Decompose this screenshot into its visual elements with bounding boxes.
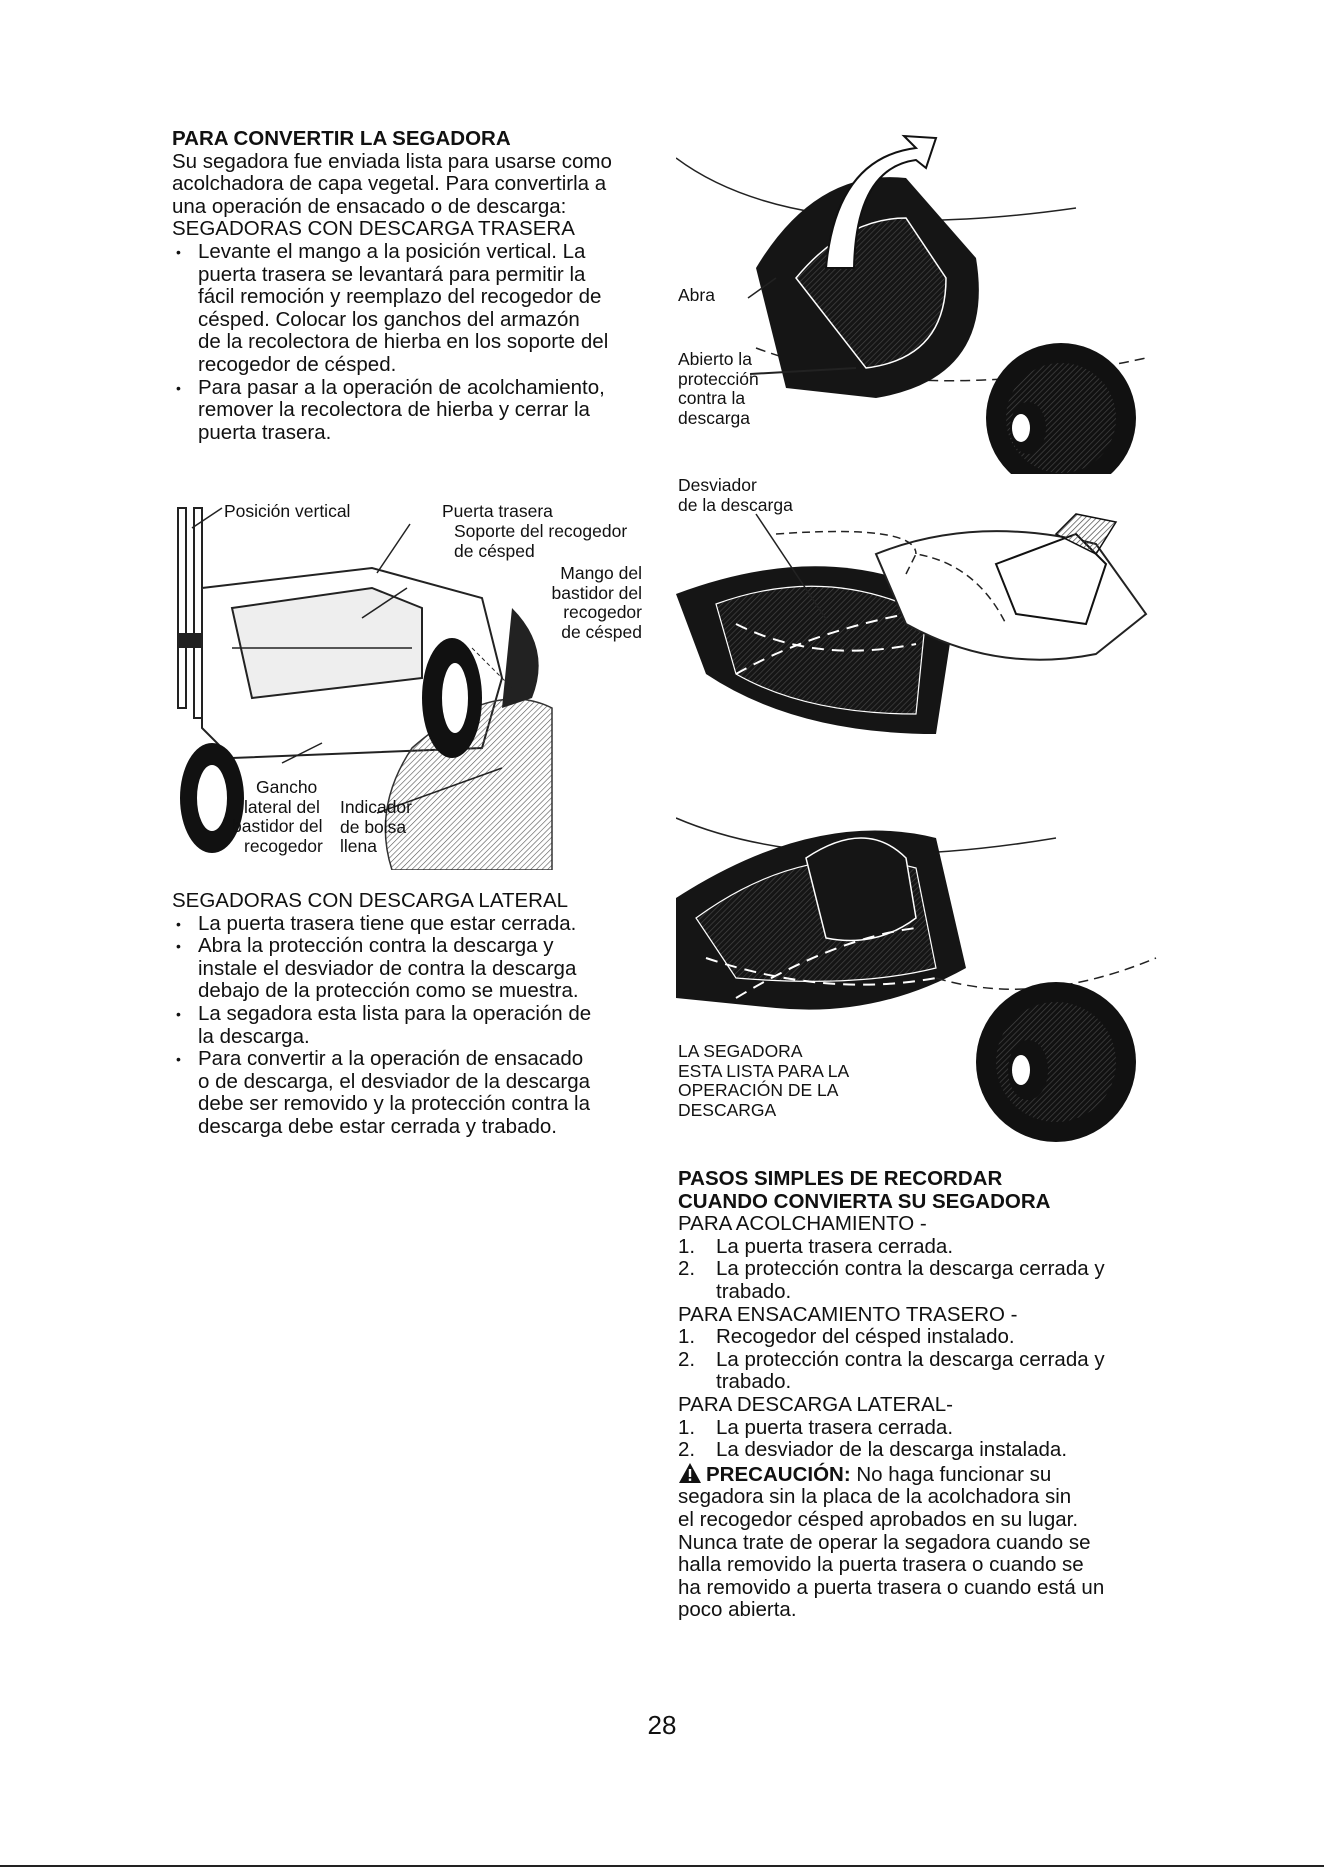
open-guard-illustration [676,128,1160,474]
caution-paragraph: PRECAUCIÓN: No haga funcionar su segadora sin la placa de la acolchadora sin el recogedor césped aprobados en su lugar. Nunca trate de operar la segadora cuando se halla removido la puerta trasera o cuando se ha removido a puerta trasera o cuando está un poco abierta. [678,1462,1105,1622]
side-discharge-section [172,890,672,1139]
simple-steps-heading: PASOS SIMPLES DE RECORDAR CUANDO CONVIERTA SU SEGADORA [678,1167,1051,1213]
list-item: 2. La desviador de la descarga instalada. [678,1438,1068,1462]
bottom-rule [0,1865,1324,1867]
left-column [172,128,662,444]
side-discharge-steps-heading: PARA DESCARGA LATERAL- [678,1392,953,1416]
label-vertical-position: Posición vertical [224,501,351,521]
side-discharge-ready-illustration [676,778,1160,1158]
rear-bag-steps [678,1326,1198,1394]
list-item: 1. Recogedor del césped instalado. [678,1325,1015,1349]
rear-discharge-list [172,241,662,444]
label-rear-door: Puerta trasera [442,501,553,521]
list-item: • Levante el mango a la posición vertical. La puerta trasera se levantará para permitir la fácil remoción y reemplazo del recogedor de césped. Colocar los ganchos del armazón de la recolectora de hierba en los soporte del recogedor de césped. [172,241,662,377]
convert-heading: PARA CONVERTIR LA SEGADORA [172,127,511,150]
rear-bagger-illustration [172,498,652,870]
warning-icon [678,1462,702,1484]
side-discharge-heading: SEGADORAS CON DESCARGA LATERAL [172,889,569,912]
label-discharge-deflector: Desviador de la descarga [678,475,793,515]
deflector-drawing [676,474,1160,764]
list-item: 2. La protección contra la descarga cerrada y trabado. [678,1347,1105,1394]
right-column [678,1168,1198,1622]
label-open: Abra [678,285,715,305]
intro-paragraph: Su segadora fue enviada lista para usarse como acolchadora de capa vegetal. Para convertirla a una operación de ensacado o de descarga: [172,149,612,218]
list-item: 2. La protección contra la descarga cerrada y trabado. [678,1257,1105,1303]
label-open-guard: Abierto la protección contra la descarga [678,349,759,428]
mulch-heading: PARA ACOLCHAMIENTO - [678,1212,927,1236]
label-full-bag-indicator: Indicador de bolsa llena [340,797,412,856]
caution-label: PRECAUCIÓN: [706,1462,851,1486]
list-item: • Para convertir a la operación de ensacado o de descarga, el desviador de la descarga debe ser removido y la protección contra la descarga debe estar cerrada y trabado. [172,1048,672,1138]
label-bag-frame-handle: Mango del bastidor del recogedor de césped [551,563,642,642]
label-side-hook: Gancho lateral del bastidor del recogedor [232,777,323,856]
side-discharge-steps [678,1417,1198,1462]
label-ready-for-discharge: LA SEGADORA ESTA LISTA PARA LA OPERACIÓN DE LA DESCARGA [678,1041,850,1120]
label-bag-support: Soporte del recogedor de césped [454,521,628,561]
rear-discharge-heading: SEGADORAS CON DESCARGA TRASERA [172,217,575,241]
list-item: • La segadora esta lista para la operación de la descarga. [172,1003,672,1048]
list-item: • La puerta trasera tiene que estar cerrada. [172,913,672,936]
list-item: 1. La puerta trasera cerrada. [678,1415,954,1439]
deflector-illustration [676,474,1160,764]
list-item: • Para pasar a la operación de acolchamiento, remover la recolectora de hierba y cerrar la puerta trasera. [172,377,662,445]
side-discharge-list [172,913,672,1139]
list-item: 1. La puerta trasera cerrada. [678,1234,954,1258]
mulch-steps [678,1236,1198,1304]
page-number: 28 [647,1710,677,1740]
rear-bag-heading: PARA ENSACAMIENTO TRASERO - [678,1302,1018,1326]
list-item: • Abra la protección contra la descarga y instale el desviador de contra la descarga debajo de la protección como se muestra. [172,935,672,1003]
